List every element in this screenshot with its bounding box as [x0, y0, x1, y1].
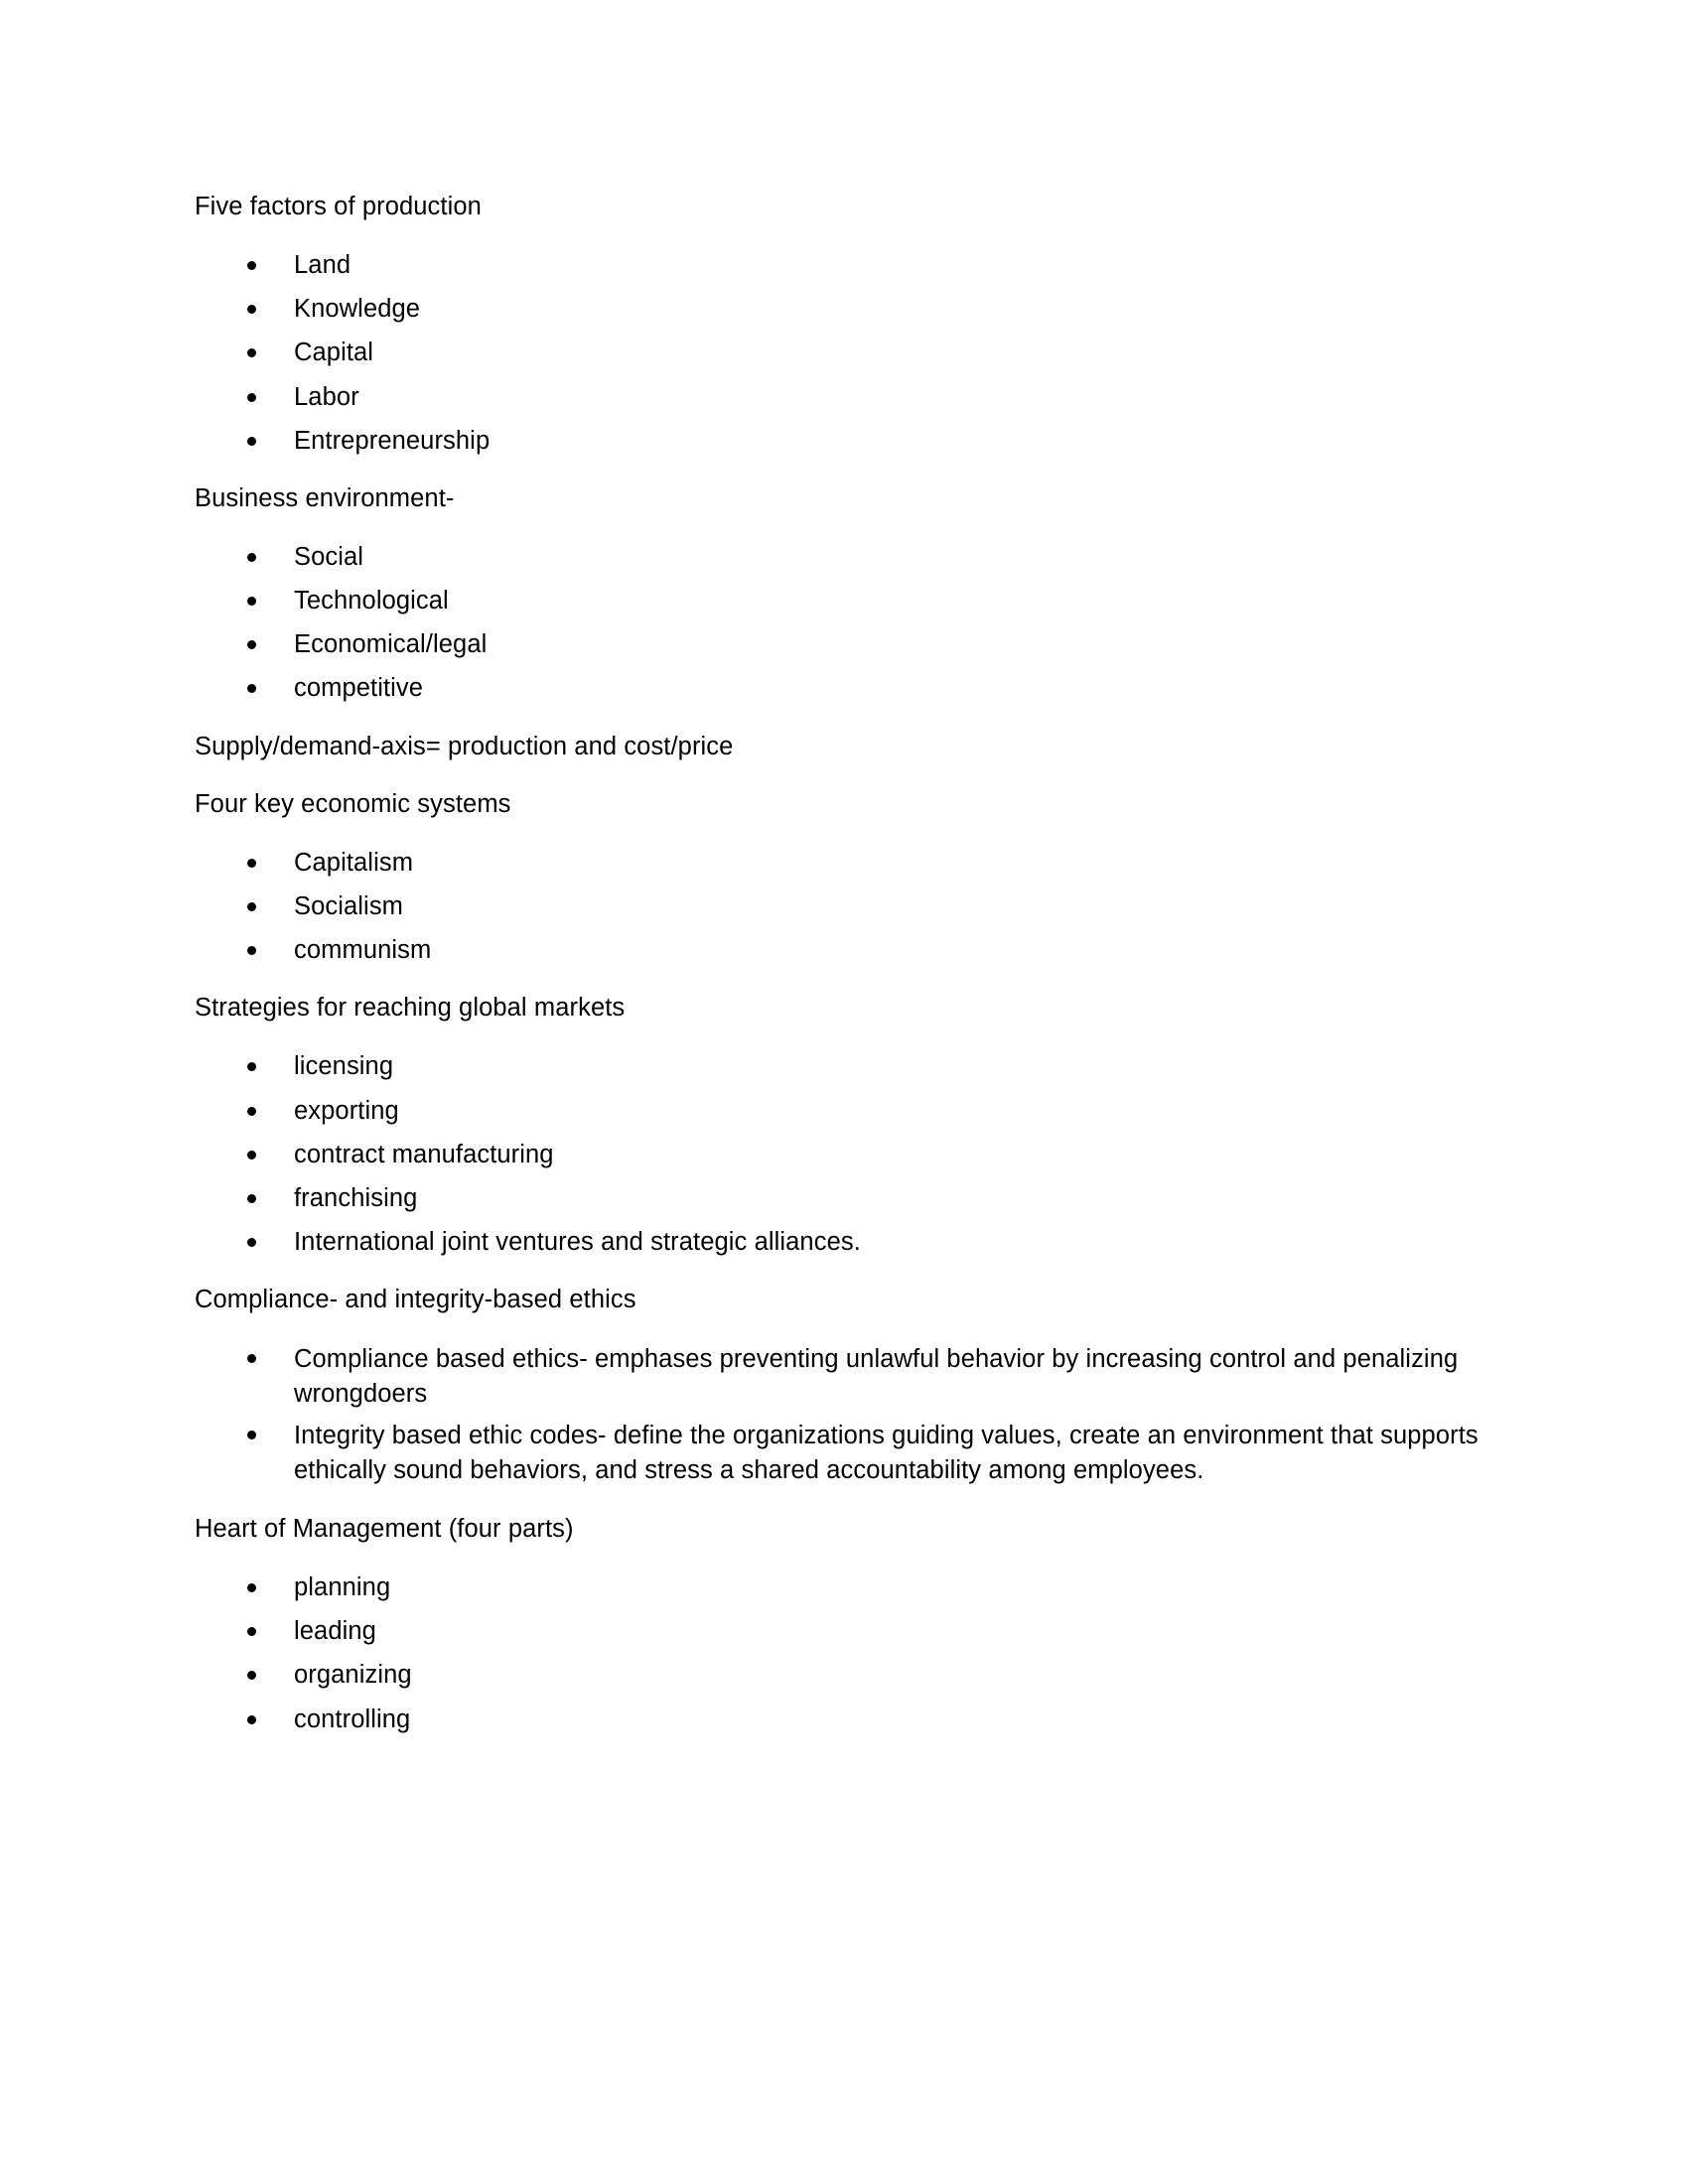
- bullet-point-icon: [247, 1354, 256, 1363]
- bullet-list-item: [195, 1659, 1505, 1692]
- bullet-item-label: contract manufacturing: [294, 1140, 554, 1168]
- bullet-point-icon: [247, 553, 256, 562]
- bullet-list: [195, 249, 1505, 458]
- bullet-list-item: [195, 1571, 1505, 1604]
- bullet-item-label: communism: [294, 936, 432, 965]
- bullet-item-label: Capitalism: [294, 848, 414, 877]
- document-section: [195, 191, 1505, 458]
- bullet-item-label: Labor: [294, 382, 359, 411]
- bullet-point-icon: [247, 1194, 256, 1203]
- section-heading: Four key economic systems: [195, 789, 511, 818]
- bullet-point-icon: [247, 946, 256, 955]
- section-heading: Business environment-: [195, 483, 455, 512]
- bullet-list-item: [195, 1050, 1505, 1083]
- bullet-list: [195, 1571, 1505, 1736]
- bullet-list-item: [195, 672, 1505, 705]
- bullet-point-icon: [247, 1062, 256, 1071]
- bullet-list-item: [195, 1342, 1505, 1412]
- bullet-item-label: Compliance based ethics- emphases preventing unlawful behavior by increasing control and penalizing wrongdoers: [294, 1345, 1459, 1409]
- bullet-item-label: Economical/legal: [294, 630, 488, 659]
- bullet-list-item: [195, 1139, 1505, 1171]
- bullet-item-label: competitive: [294, 674, 424, 703]
- bullet-point-icon: [247, 1151, 256, 1160]
- bullet-item-label: Capital: [294, 339, 374, 367]
- bullet-item-label: Social: [294, 542, 364, 571]
- bullet-list: [195, 847, 1505, 967]
- bullet-list-item: [195, 1704, 1505, 1736]
- bullet-list-item: [195, 337, 1505, 369]
- bullet-item-label: planning: [294, 1573, 391, 1602]
- bullet-item-label: Integrity based ethic codes- define the organizations guiding values, create an environment that supports ethically sound behaviors, and stress a shared accountability among employees.: [294, 1421, 1478, 1484]
- bullet-point-icon: [247, 305, 256, 314]
- bullet-list-item: [195, 890, 1505, 923]
- bullet-point-icon: [247, 1238, 256, 1247]
- document-body: [195, 191, 1505, 1736]
- bullet-list-item: [195, 934, 1505, 967]
- bullet-list-item: [195, 1419, 1505, 1488]
- document-section: [195, 1284, 1505, 1488]
- bullet-point-icon: [247, 1431, 256, 1439]
- document-section: [195, 992, 1505, 1259]
- bullet-point-icon: [247, 1583, 256, 1592]
- bullet-point-icon: [247, 1715, 256, 1724]
- bullet-point-icon: [247, 393, 256, 402]
- bullet-point-icon: [247, 437, 256, 446]
- bullet-list-item: [195, 1615, 1505, 1648]
- bullet-point-icon: [247, 640, 256, 649]
- document-section: [195, 482, 1505, 706]
- bullet-list-item: [195, 249, 1505, 282]
- bullet-point-icon: [247, 1107, 256, 1116]
- bullet-list-item: [195, 381, 1505, 414]
- section-heading: Compliance- and integrity-based ethics: [195, 1286, 636, 1314]
- document-section: [195, 1513, 1505, 1736]
- bullet-item-label: controlling: [294, 1705, 411, 1733]
- section-heading: Heart of Management (four parts): [195, 1514, 574, 1543]
- bullet-list-item: [195, 847, 1505, 880]
- bullet-item-label: licensing: [294, 1052, 394, 1081]
- bullet-list-item: [195, 1095, 1505, 1128]
- bullet-point-icon: [247, 684, 256, 693]
- bullet-list-item: [195, 585, 1505, 617]
- section-heading: Five factors of production: [195, 193, 482, 220]
- bullet-item-label: Socialism: [294, 891, 404, 920]
- bullet-item-label: Technological: [294, 587, 449, 615]
- document-section: [195, 731, 1505, 763]
- bullet-list-item: [195, 425, 1505, 458]
- bullet-list-item: [195, 1226, 1505, 1259]
- bullet-item-label: organizing: [294, 1661, 412, 1690]
- section-heading: Supply/demand-axis= production and cost/price: [195, 732, 734, 760]
- bullet-list-item: [195, 293, 1505, 326]
- bullet-item-label: International joint ventures and strategic alliances.: [294, 1227, 861, 1256]
- bullet-item-label: franchising: [294, 1183, 418, 1212]
- bullet-point-icon: [247, 1627, 256, 1636]
- bullet-item-label: Knowledge: [294, 295, 421, 324]
- bullet-item-label: Land: [294, 251, 352, 280]
- bullet-list: [195, 1050, 1505, 1259]
- bullet-list: [195, 1342, 1505, 1488]
- bullet-point-icon: [247, 597, 256, 606]
- bullet-list-item: [195, 541, 1505, 574]
- bullet-list: [195, 541, 1505, 706]
- bullet-point-icon: [247, 348, 256, 357]
- bullet-item-label: Entrepreneurship: [294, 426, 491, 455]
- bullet-item-label: exporting: [294, 1096, 399, 1125]
- bullet-point-icon: [247, 859, 256, 868]
- bullet-point-icon: [247, 1671, 256, 1680]
- bullet-list-item: [195, 628, 1505, 661]
- document-section: [195, 788, 1505, 968]
- bullet-point-icon: [247, 902, 256, 911]
- bullet-item-label: leading: [294, 1617, 376, 1646]
- bullet-list-item: [195, 1182, 1505, 1215]
- section-heading: Strategies for reaching global markets: [195, 994, 626, 1023]
- bullet-point-icon: [247, 261, 256, 270]
